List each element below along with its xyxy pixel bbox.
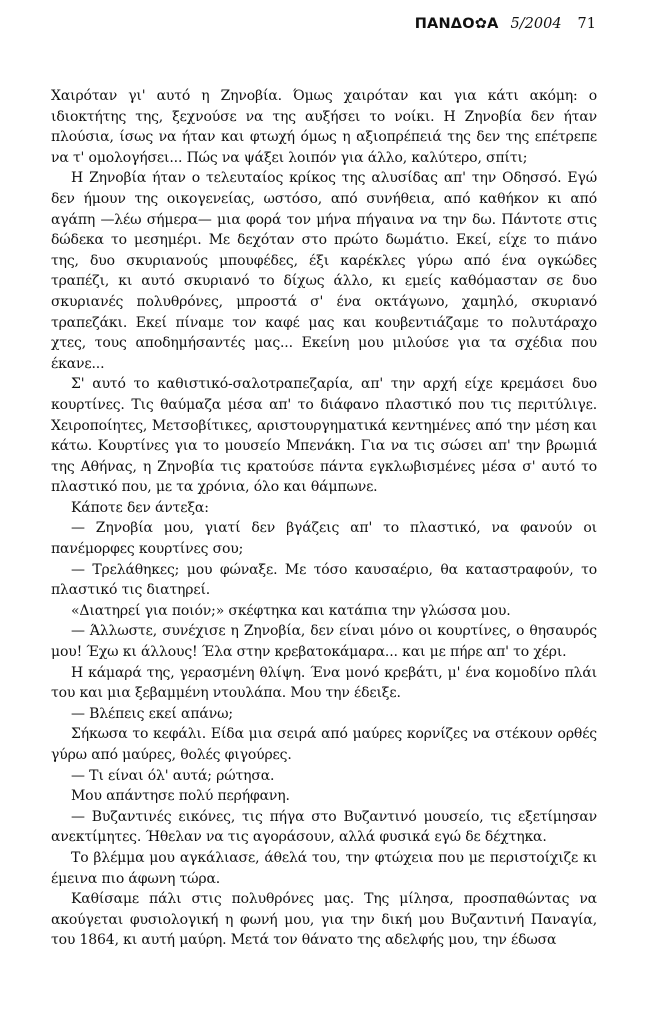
dialogue-line: — Τρελάθηκες; μου φώναξε. Με τόσο καυσαέριο, θα καταστραφούν, το πλαστικό τις διατηρεί. — [51, 561, 597, 599]
paragraph: Μου απάντησε πολύ περήφανη. — [71, 788, 290, 805]
body-text — [51, 86, 597, 951]
paragraph: Σ' αυτό το καθιστικό-σαλοτραπεζαρία, απ' την αρχή είχε κρεμάσει δυο κουρτίνες. Τις θαύμαζα μέσα απ' το διάφανο πλαστικό που τις περιτύλιγε. Χειροποίητες, Μετσοβίτικες, αριστουργηματικά κεντημένες από την μέση και κάτω. Κουρτίνες για το μουσείο Μπενάκη. Για να τις σώσει απ' την βρωμιά της Αθήνας, η Ζηνοβία τις κρατούσε πάντα εγκλωβισμένες μέσα σ' αυτό το πλαστικό που, με τα χρόνια, όλο και θάμπωνε. — [51, 376, 597, 496]
dialogue-line: — Βλέπεις εκεί απάνω; — [71, 705, 233, 722]
paragraph: «Διατηρεί για ποιόν;» σκέφτηκα και κατάπια την γλώσσα μου. — [71, 602, 511, 619]
page-number: 71 — [577, 16, 596, 32]
paragraph: Κάποτε δεν άντεξα: — [71, 499, 209, 516]
dialogue-line: — Άλλωστε, συνέχισε η Ζηνοβία, δεν είναι μόνο οι κουρτίνες, ο θησαυρός μου! Έχω κι άλλους! Έλα στην κρεβατοκάμαρα... και με πήρε απ' το χέρι. — [51, 623, 597, 661]
dialogue-line: — Βυζαντινές εικόνες, τις πήγα στο Βυζαντινό μουσείο, τις εξετίμησαν ανεκτίμητες. Ήθελαν να τις αγοράσουν, αλλά φυσικά εγώ δε δέχτηκα. — [51, 808, 597, 846]
paragraph: Το βλέμμα μου αγκάλιασε, άθελά του, την φτώχεια που με περιστοίχιζε κι έμεινα πιο άφωνη τώρα. — [51, 849, 597, 887]
paragraph: Χαιρόταν γι' αυτό η Ζηνοβία. Όμως χαιρόταν και για κάτι ακόμη: ο ιδιοκτήτης της, ξεχνούσε να της αυξήσει το νοίκι. Η Ζηνοβία δεν ήταν πλούσια, ίσως να ήταν και φτωχή όμως η αξιοπρέπειά της δεν της επέτρεπε να τ' ομολογήσει... Πώς να ψάξει λοιπόν για άλλο, καλύτερο, σπίτι; — [51, 88, 597, 166]
dialogue-line: — Ζηνοβία μου, γιατί δεν βγάζεις απ' το πλαστικό, να φανούν οι πανέμορφες κουρτίνες σου; — [51, 520, 597, 558]
running-header — [415, 16, 596, 32]
paragraph: Καθίσαμε πάλι στις πολυθρόνες μας. Της μίλησα, προσπαθώντας να ακούγεται φυσιολογική η φωνή μου, για την δική μου Βυζαντινή Παναγία, του 1864, κι αυτή μαύρη. Μετά τον θάνατο της αδελφής μου, την έδωσα — [51, 891, 597, 949]
paragraph: Σήκωσα το κεφάλι. Είδα μια σειρά από μαύρες κορνίζες να στέκουν ορθές γύρω από μαύρες, θολές φιγούρες. — [51, 726, 597, 763]
dialogue-line: — Τι είναι όλ' αυτά; ρώτησα. — [71, 767, 275, 784]
issue-number: 5/2004 — [510, 16, 562, 32]
paragraph: Η κάμαρά της, γερασμένη θλίψη. Ένα μονό κρεβάτι, μ' ένα κομοδίνο πλάι του και μια ξεβαμμένη ντουλάπα. Μου την έδειξε. — [51, 664, 597, 702]
paragraph: Η Ζηνοβία ήταν ο τελευταίος κρίκος της αλυσίδας απ' την Οδησσό. Εγώ δεν ήμουν της οικογενείας, ωστόσο, από συνήθεια, από καθήκον κι από αγάπη —λέω σήμερα— μια φορά τον μήνα πήγαινα να την δω. Πάντοτε στις δώδεκα το μεσημέρι. Με δεχόταν στο πρώτο δωμάτιο. Εκεί, είχε το πιάνο της, δυο σκυριανούς μπουφέδες, έξι καρέκλες γύρω από ένα ογκώδες τραπέζι, κι αυτό σκυριανό το δίχως άλλο, κι εμείς καθόμασταν σε δυο σκυριανές πολυθρόνες, μπροστά σ' ένα οκτάγωνο, χαμηλό, σκυριανό τραπεζάκι. Εκεί πίναμε τον καφέ μας και κουβεντιάζαμε το πολυτάραχο χτες, τους αποδημήσαντές μας... Εκείνη μου μιλούσε για τα σχέδια που έκανε... — [51, 170, 597, 372]
journal-name: ΠΑΝΔΟ✿Α — [414, 16, 499, 32]
